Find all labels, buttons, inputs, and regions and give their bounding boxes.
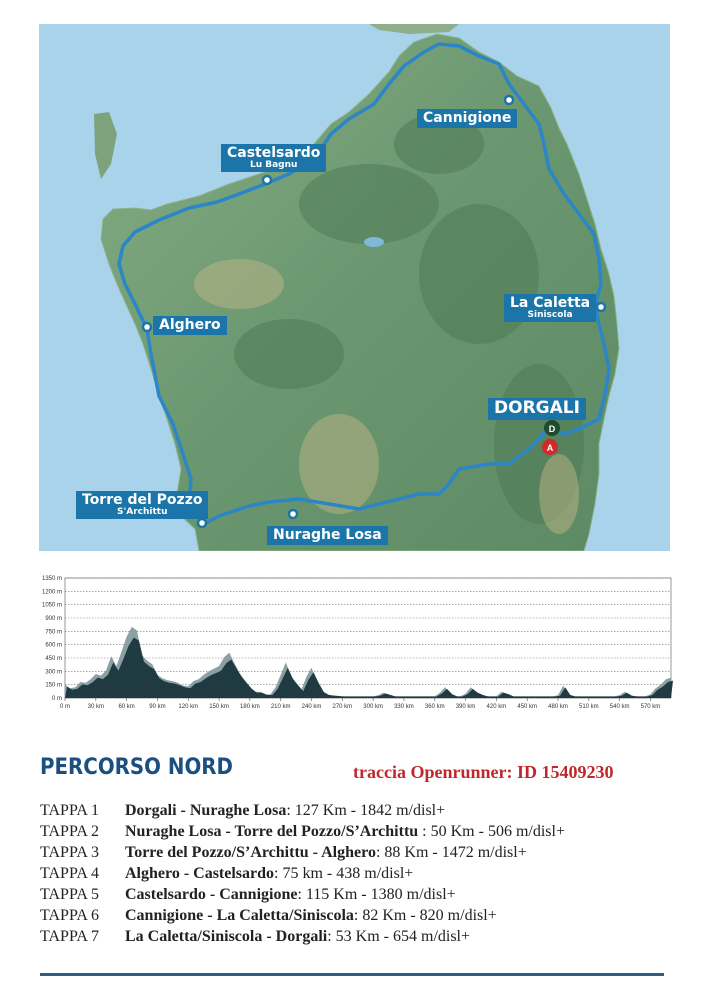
pin-torre [198,519,206,527]
y-tick-label: 1200 m [41,589,62,596]
stage-label: TAPPA 3 [40,844,100,861]
stage-stats: : 75 km - 438 m/disl+ [274,865,414,882]
stage-route: Cannigione - La Caletta/Siniscola [125,907,354,924]
x-tick-label: 450 km [517,704,538,710]
stage-stats: : 88 Km - 1472 m/disl+ [375,844,527,861]
place-label-cannigione [417,109,517,128]
x-tick-label: 510 km [578,704,599,710]
place-label-torre [76,491,208,519]
stage-label: TAPPA 1 [40,802,100,819]
stage-route: Torre del Pozzo/S’Archittu - Alghero [125,844,376,861]
end-marker-label: A [546,443,554,453]
x-tick-label: 570 km [640,704,661,710]
x-tick-label: 300 km [363,704,383,710]
place-label-dorgali [488,398,586,420]
stage-stats: : 50 Km - 506 m/disl+ [418,823,565,840]
stage-stats: : 82 Km - 820 m/disl+ [353,907,497,924]
x-tick-label: 540 km [609,704,630,710]
stage-label: TAPPA 7 [40,928,100,945]
place-name: Alghero [159,317,221,333]
x-tick-label: 60 km [118,704,135,710]
track-id: traccia Openrunner: ID 15409230 [353,762,614,782]
stage-label: TAPPA 6 [40,907,100,924]
stage-row [40,884,680,905]
y-tick-label: 900 m [45,616,62,622]
page-title: PERCORSO NORD [40,755,233,780]
stage-row [40,926,680,947]
y-tick-label: 450 m [45,656,62,662]
x-tick-label: 420 km [486,704,507,710]
x-tick-label: 240 km [301,704,322,710]
y-tick-label: 150 m [45,682,62,689]
stage-label: TAPPA 5 [40,886,100,903]
place-subname: Siniscola [527,309,573,320]
x-tick-label: 150 km [209,704,229,710]
lake [364,237,384,247]
x-tick-label: 30 km [87,704,104,710]
stage-row [40,905,680,926]
stage-route: Alghero - Castelsardo [125,865,275,882]
x-tick-label: 330 km [394,704,414,710]
stage-route: La Caletta/Siniscola - Dorgali [125,928,328,945]
place-name: La Caletta [510,295,591,311]
stage-route: Dorgali - Nuraghe Losa [125,802,287,819]
elevation-profile-chart [27,570,677,720]
pin-lacaletta [597,303,605,311]
y-tick-label: 0 m [51,696,62,702]
x-tick-label: 480 km [548,704,568,710]
x-tick-label: 180 km [240,704,260,710]
place-subname: S'Archittu [117,506,168,517]
pin-cannigione [505,96,513,104]
x-tick-label: 90 km [149,704,166,710]
place-label-alghero [153,316,227,335]
place-label-castelsardo [221,144,326,172]
place-subname: Lu Bagnu [249,159,298,170]
y-tick-label: 750 m [45,629,62,636]
pin-nuraghe [289,510,297,518]
stage-row [40,863,680,884]
place-name: Cannigione [423,110,512,126]
x-tick-label: 0 m [59,704,71,710]
stages-list [40,800,680,947]
route-map [39,24,670,551]
place-label-nuraghe [267,526,388,545]
place-name: Castelsardo [227,145,321,161]
stage-route: Castelsardo - Cannigione [125,886,298,903]
pin-alghero [143,323,151,331]
stage-row [40,821,680,842]
stage-row [40,800,680,821]
x-tick-label: 210 km [270,704,291,710]
stage-label: TAPPA 2 [40,823,100,840]
y-tick-label: 300 m [45,669,62,676]
place-name: DORGALI [494,398,580,418]
map-graphic [39,24,670,551]
stage-label: TAPPA 4 [40,865,100,882]
x-tick-label: 390 km [455,704,476,710]
x-tick-label: 120 km [178,704,199,710]
place-name: Torre del Pozzo [82,492,203,508]
place-name: Nuraghe Losa [273,527,382,543]
place-label-lacaletta [504,294,596,322]
stage-stats: : 53 Km - 654 m/disl+ [327,928,471,945]
stage-route: Nuraghe Losa - Torre del Pozzo/S’Archittu [125,823,419,840]
bottom-divider [40,973,664,976]
y-tick-label: 1050 m [41,602,62,609]
y-axis [42,576,62,702]
x-tick-label: 270 km [332,704,353,710]
stage-row [40,842,680,863]
start-marker-label: D [548,424,556,434]
pin-castelsardo [263,176,271,184]
y-tick-label: 1350 m [41,576,62,582]
elevation-area-front [65,638,673,698]
stage-stats: : 115 Km - 1380 m/disl+ [297,886,456,903]
y-tick-label: 600 m [45,642,62,649]
stage-stats: : 127 Km - 1842 m/disl+ [286,802,446,819]
x-axis [60,698,660,710]
x-tick-label: 360 km [424,704,445,710]
